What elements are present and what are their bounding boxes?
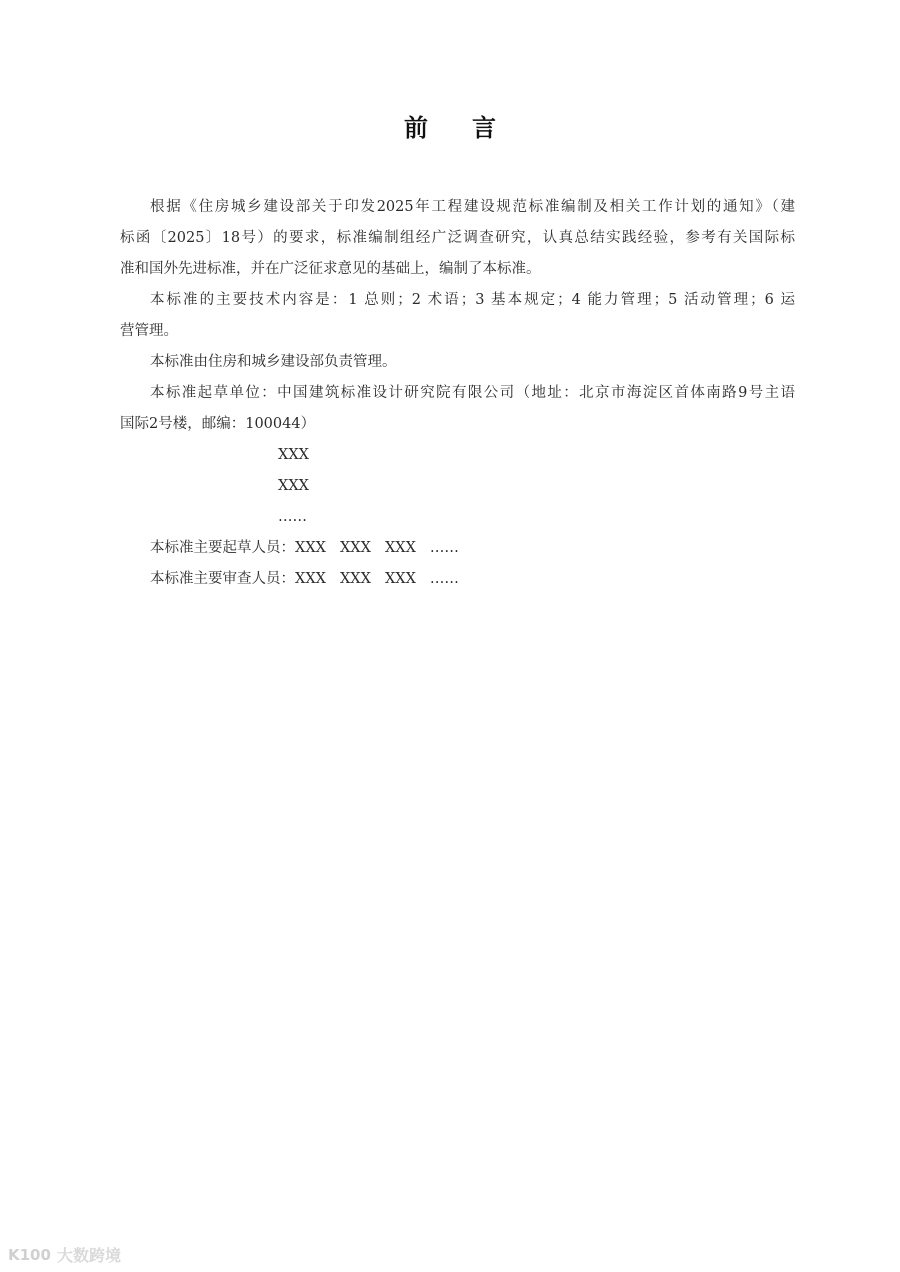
reviewer-name: XXX	[295, 571, 326, 587]
page-title: 前言	[404, 114, 540, 142]
drafters-label: 本标准主要起草人员：	[150, 540, 295, 556]
text-line: 准和国外先进标准，并在广泛征求意见的基础上，编制了本标准。	[120, 261, 541, 277]
watermark-text: 大数跨境	[56, 1246, 121, 1265]
reviewer-name: ……	[429, 571, 459, 587]
paragraph-contents	[120, 287, 795, 349]
drafter-name: XXX	[339, 540, 371, 556]
paragraph-basis	[120, 194, 795, 287]
paragraph-drafting-unit	[120, 380, 795, 442]
reviewers-label: 本标准主要审查人员：	[150, 571, 295, 587]
reviewer-name: XXX	[339, 571, 371, 587]
text-line: 根据《住房城乡建设部关于印发2025年工程建设规范标准编制及相关工作计划的通知》（建	[150, 199, 795, 215]
reviewer-name: XXX	[384, 571, 416, 587]
drafter-name: XXX	[384, 540, 416, 556]
drafter-name: XXX	[295, 540, 326, 556]
document-body	[120, 194, 795, 597]
unit-item: XXX	[278, 447, 309, 463]
watermark	[8, 1243, 121, 1266]
watermark-logo-icon: K100	[8, 1245, 51, 1264]
paragraph-management	[120, 349, 795, 380]
text-line: 国际2号楼，邮编：100044）	[120, 416, 316, 432]
text-line: 标函〔2025〕18号）的要求，标准编制组经广泛调查研究，认真总结实践经验，参考有关国际标	[120, 230, 795, 246]
reviewers-line	[120, 566, 795, 597]
text-line: 本标准由住房和城乡建设部负责管理。	[150, 354, 397, 370]
drafter-name: ……	[429, 540, 459, 556]
text-line: 营管理。	[120, 323, 178, 339]
text-line: 本标准起草单位：中国建筑标准设计研究院有限公司（地址：北京市海淀区首体南路9号主语	[150, 385, 795, 401]
unit-item: ……	[278, 509, 307, 525]
participating-units	[120, 442, 795, 535]
unit-item: XXX	[278, 478, 309, 494]
drafters-line	[120, 535, 795, 566]
text-line: 本标准的主要技术内容是：1 总则；2 术语；3 基本规定；4 能力管理；5 活动管理；6 运	[150, 292, 795, 308]
